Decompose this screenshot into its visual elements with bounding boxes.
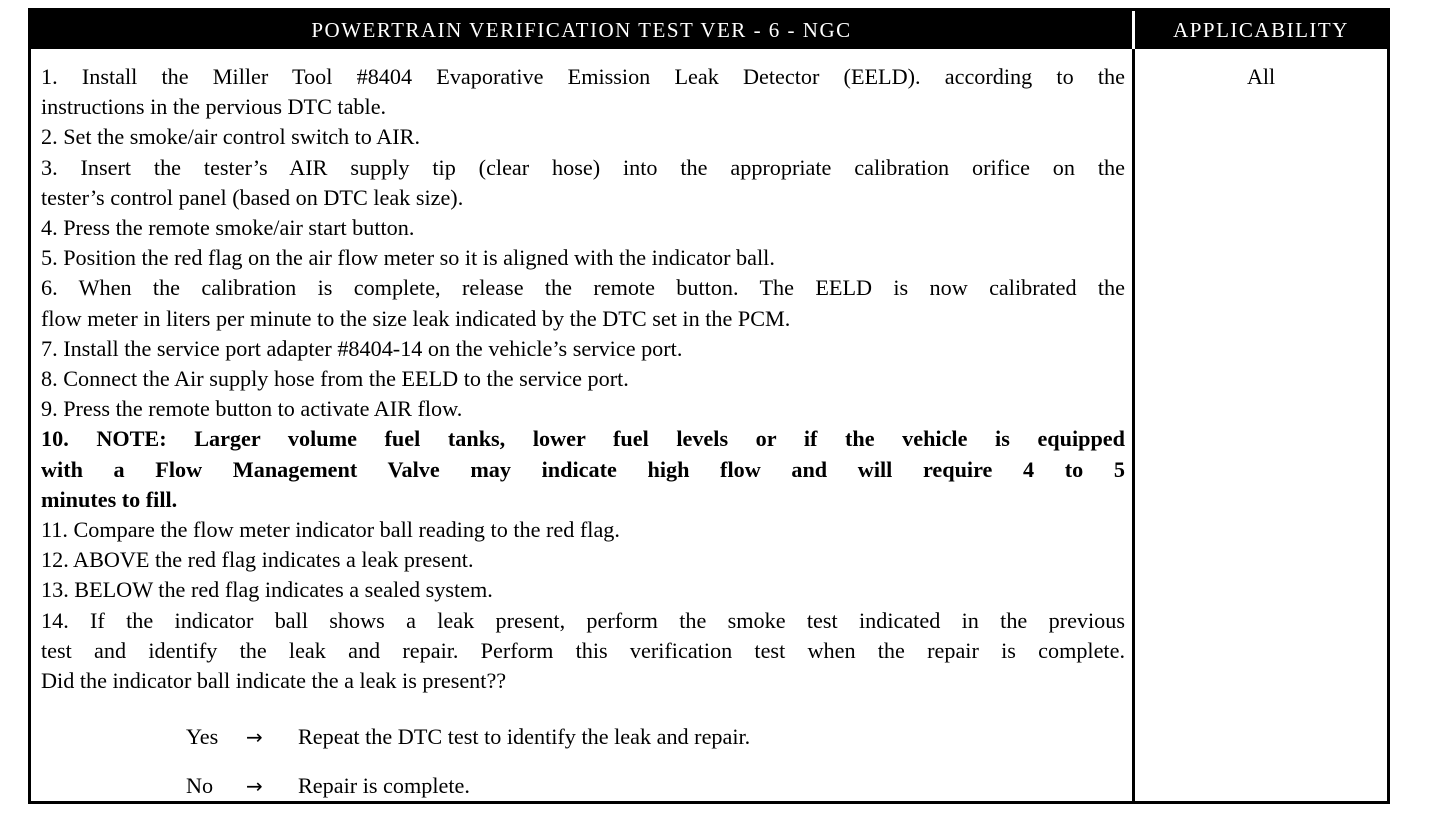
note-line: 10. NOTE: Larger volume fuel tanks, lower fuel levels or if the vehicle is equipped xyxy=(41,426,1125,452)
no-result-text: Repair is complete. xyxy=(298,772,470,798)
question-line: Did the indicator ball indicate the a leak is present?? xyxy=(41,668,507,694)
step-line: 8. Connect the Air supply hose from the EELD to the service port. xyxy=(41,366,629,392)
applicability-cell xyxy=(1135,49,1387,801)
step-line: flow meter in liters per minute to the size leak indicated by the DTC set in the PCM. xyxy=(41,305,791,331)
step-line: 11. Compare the flow meter indicator ball reading to the red flag. xyxy=(41,517,620,543)
answer-options xyxy=(186,712,750,810)
yes-result-text: Repeat the DTC test to identify the leak and repair. xyxy=(298,723,751,749)
verification-test-table xyxy=(28,8,1390,804)
arrow-right-icon: → xyxy=(246,724,263,749)
step-line: instructions in the pervious DTC table. xyxy=(41,94,387,120)
step-line: 9. Press the remote button to activate AIR flow. xyxy=(41,396,463,422)
note-line: with a Flow Management Valve may indicate high flow and will require 4 to 5 xyxy=(41,456,1125,482)
no-label: No xyxy=(186,772,214,798)
applicability-value: All xyxy=(1246,64,1276,89)
yes-label: Yes xyxy=(186,723,219,749)
no-answer xyxy=(186,761,750,810)
step-line: 6. When the calibration is complete, release the remote button. The EELD is now calibrated the xyxy=(41,275,1125,301)
applicability-header: APPLICABILITY xyxy=(1135,11,1387,49)
arrow-right-icon: → xyxy=(246,773,263,798)
step-line: 3. Insert the tester’s AIR supply tip (clear hose) into the appropriate calibration orifice on the xyxy=(41,154,1125,180)
step-line: tester’s control panel (based on DTC leak size). xyxy=(41,184,464,210)
step-line: 1. Install the Miller Tool #8404 Evaporative Emission Leak Detector (EELD). according to the xyxy=(41,64,1125,89)
step-line: 14. If the indicator ball shows a leak present, perform the smoke test indicated in the previous xyxy=(41,607,1125,633)
step-line: 7. Install the service port adapter #8404-14 on the vehicle’s service port. xyxy=(41,335,683,361)
step-line: 5. Position the red flag on the air flow meter so it is aligned with the indicator ball. xyxy=(41,245,775,271)
step-line: 13. BELOW the red flag indicates a sealed system. xyxy=(41,577,493,603)
step-line: 2. Set the smoke/air control switch to AIR. xyxy=(41,124,420,150)
procedure-cell xyxy=(31,49,1135,801)
step-line: test and identify the leak and repair. Perform this verification test when the repair is complete. xyxy=(41,637,1125,663)
step-line: 12. ABOVE the red flag indicates a leak present. xyxy=(41,547,474,573)
step-line: 4. Press the remote smoke/air start button. xyxy=(41,215,415,241)
note-line: minutes to fill. xyxy=(41,486,178,512)
table-title: POWERTRAIN VERIFICATION TEST VER - 6 - NGC xyxy=(31,11,1135,49)
yes-answer xyxy=(186,712,750,761)
